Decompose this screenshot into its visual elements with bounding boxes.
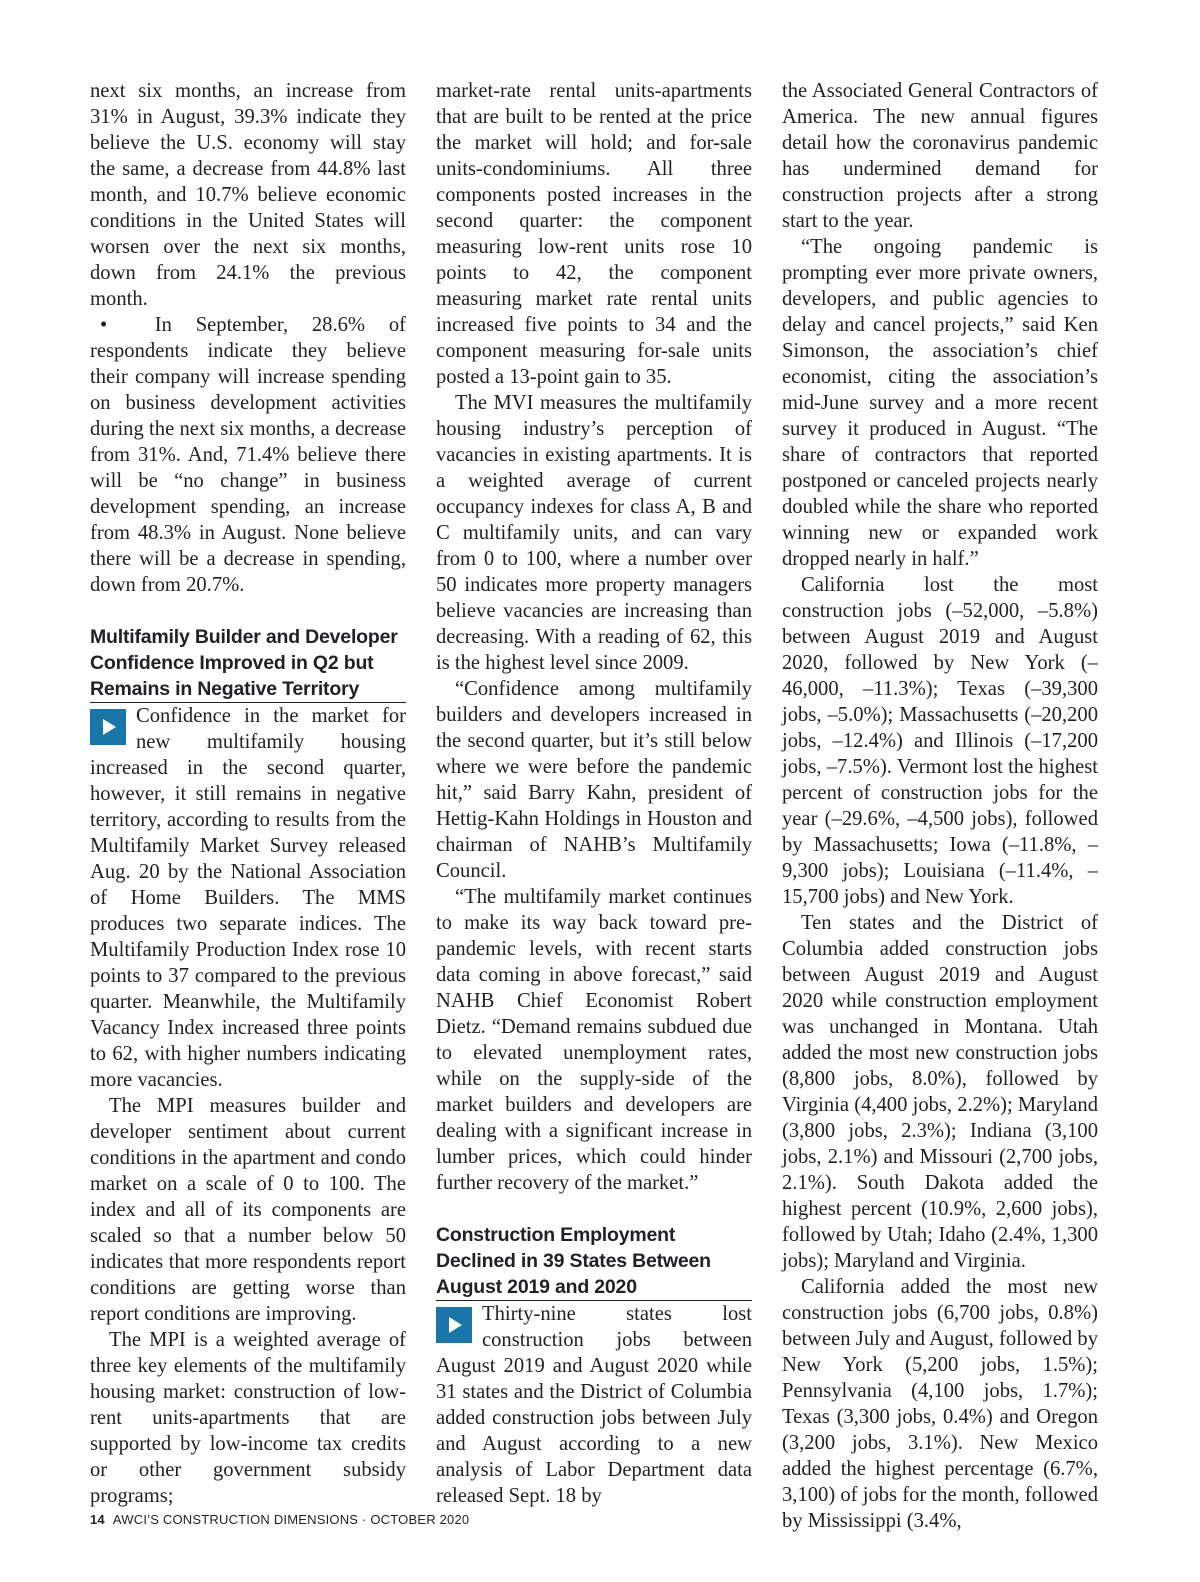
body-paragraph: the Associated General Contractors of America. The new annual figures detail how the coronavirus pandemic has undermined demand for construction projects after a strong start to the year.: [782, 80, 1098, 232]
body-paragraph: next six months, an increase from 31% in August, 39.3% indicate they believe the U.S. economy will stay the same, a decrease from 44.8% last month, and 10.7% believe economic conditions in the United States will worsen over the next six months, down from 24.1% the previous month.: [90, 80, 406, 310]
body-paragraph: “The multifamily market continues to make its way back toward pre-pandemic levels, with recent starts data coming in above forecast,” said NAHB Chief Economist Robert Dietz. “Demand remains subdued due to elevated unemployment rates, while on the supply-side of the market builders and developers are dealing with a significant increase in lumber prices, which could hinder further recovery of the market.”: [436, 886, 752, 1194]
bullet-text: In September, 28.6% of respondents indicate they believe their company will increase spending on business development activities during the next six months, a decrease from 31%. And, 71.4% believe there will be “no change” in business development spending, an increase from 48.3% in August. None believe there will be a decrease in spending, down from 20.7%.: [90, 314, 406, 596]
column-3: [782, 78, 1098, 1534]
body-paragraph: The MPI measures builder and developer sentiment about current conditions in the apartment and condo market on a scale of 0 to 100. The index and all of its components are scaled so that a number below 50 indicates that more respondents report conditions are getting worse than report conditions are improving.: [90, 1095, 406, 1325]
page-footer: [90, 1512, 469, 1527]
play-arrow-icon: [436, 1307, 472, 1343]
body-paragraph: Ten states and the District of Columbia added construction jobs between August 2019 and August 2020 while construction employment was unchanged in Montana. Utah added the most new construction jobs (8,800 jobs, 8.0%), followed by Virginia (4,400 jobs, 2.2%); Maryland (3,800 jobs, 2.3%); Indiana (3,100 jobs, 2.1%) and Missouri (2,700 jobs, 2.1%). South Dakota added the highest percent (10.9%, 2,600 jobs), followed by Utah; Idaho (2.4%, 1,300 jobs); Maryland and Virginia.: [782, 912, 1098, 1272]
section-heading: Construction Employment Declined in 39 States Between August 2019 and 2020: [436, 1222, 752, 1301]
body-paragraph: California lost the most construction jobs (–52,000, –5.8%) between August 2019 and August 2020, followed by New York (–46,000, –11.3%); Texas (–39,300 jobs, –5.0%); Massachusetts (–20,200 jobs, –12.4%) and Illinois (–17,200 jobs, –7.5%). Vermont lost the highest percent of construction jobs for the year (–29.6%, –4,500 jobs), followed by Massachusetts; Iowa (–11.8%, –9,300 jobs); Louisiana (–11.4%, –15,700 jobs) and New York.: [782, 574, 1098, 908]
body-paragraph: California added the most new construction jobs (6,700 jobs, 0.8%) between July and August, followed by New York (5,200 jobs, 1.5%); Pennsylvania (4,100 jobs, 1.7%); Texas (3,300 jobs, 0.4%) and Oregon (3,200 jobs, 3.1%). New Mexico added the highest percentage (6.7%, 3,100) of jobs for the month, followed by Mississippi (3.4%,: [782, 1276, 1098, 1532]
body-paragraph: The MPI is a weighted average of three key elements of the multifamily housing market: construction of low-rent units-apartments that are supported by low-income tax credits or other government subsidy programs;: [90, 1329, 406, 1507]
page-number: 14: [90, 1512, 105, 1527]
publication-title: AWCI’S CONSTRUCTION DIMENSIONS · OCTOBER 2020: [112, 1512, 470, 1527]
body-paragraph: “Confidence among multifamily builders and developers increased in the second quarter, but it’s still below where we were before the pandemic hit,” said Barry Kahn, president of Hettig-Kahn Holdings in Houston and chairman of NAHB’s Multifamily Council.: [436, 678, 752, 882]
lead-text: Confidence in the market for new multifamily housing increased in the second quarter, however, it still remains in negative territory, according to results from the Multifamily Market Survey released Aug. 20 by the National Association of Home Builders. The MMS produces two separate indices. The Multifamily Production Index rose 10 points to 37 compared to the previous quarter. Meanwhile, the Multifamily Vacancy Index increased three points to 62, with higher numbers indicating more vacancies.: [90, 705, 406, 1091]
column-1: [90, 78, 406, 1509]
body-paragraph: “The ongoing pandemic is prompting ever more private owners, developers, and public agencies to delay and cancel projects,” said Ken Simonson, the association’s chief economist, citing the association’s mid-June survey and a more recent survey it produced in August. “The share of contractors that reported postponed or canceled projects nearly doubled while the share who reported winning new or expanded work dropped nearly in half.”: [782, 236, 1098, 570]
section-heading: Multifamily Builder and Developer Confidence Improved in Q2 but Remains in Negative Territory: [90, 624, 406, 703]
bullet-item: • In September, 28.6% of respondents indicate they believe their company will increase spending on business development activities during the next six months, a decrease from 31%. And, 71.4% believe there will be “no change” in business development spending, an increase from 48.3% in August. None believe there will be a decrease in spending, down from 20.7%.: [90, 314, 406, 596]
lead-paragraph: [436, 1301, 752, 1509]
play-arrow-icon: [90, 709, 126, 745]
lead-text: Thirty-nine states lost construction jobs between August 2019 and August 2020 while 31 states and the District of Columbia added construction jobs between July and August according to a new analysis of Labor Department data released Sept. 18 by: [436, 1303, 752, 1507]
column-2: [436, 78, 752, 1509]
lead-paragraph: [90, 703, 406, 1093]
body-paragraph: The MVI measures the multifamily housing industry’s perception of vacancies in existing apartments. It is a weighted average of current occupancy indexes for class A, B and C multifamily units, and can vary from 0 to 100, where a number over 50 indicates more property managers believe vacancies are increasing than decreasing. With a reading of 62, this is the highest level since 2009.: [436, 392, 752, 674]
body-paragraph: market-rate rental units-apartments that are built to be rented at the price the market will hold; and for-sale units-condominiums. All three components posted increases in the second quarter: the component measuring low-rent units rose 10 points to 42, the component measuring market rate rental units increased five points to 34 and the component measuring for-sale units posted a 13-point gain to 35.: [436, 80, 752, 388]
